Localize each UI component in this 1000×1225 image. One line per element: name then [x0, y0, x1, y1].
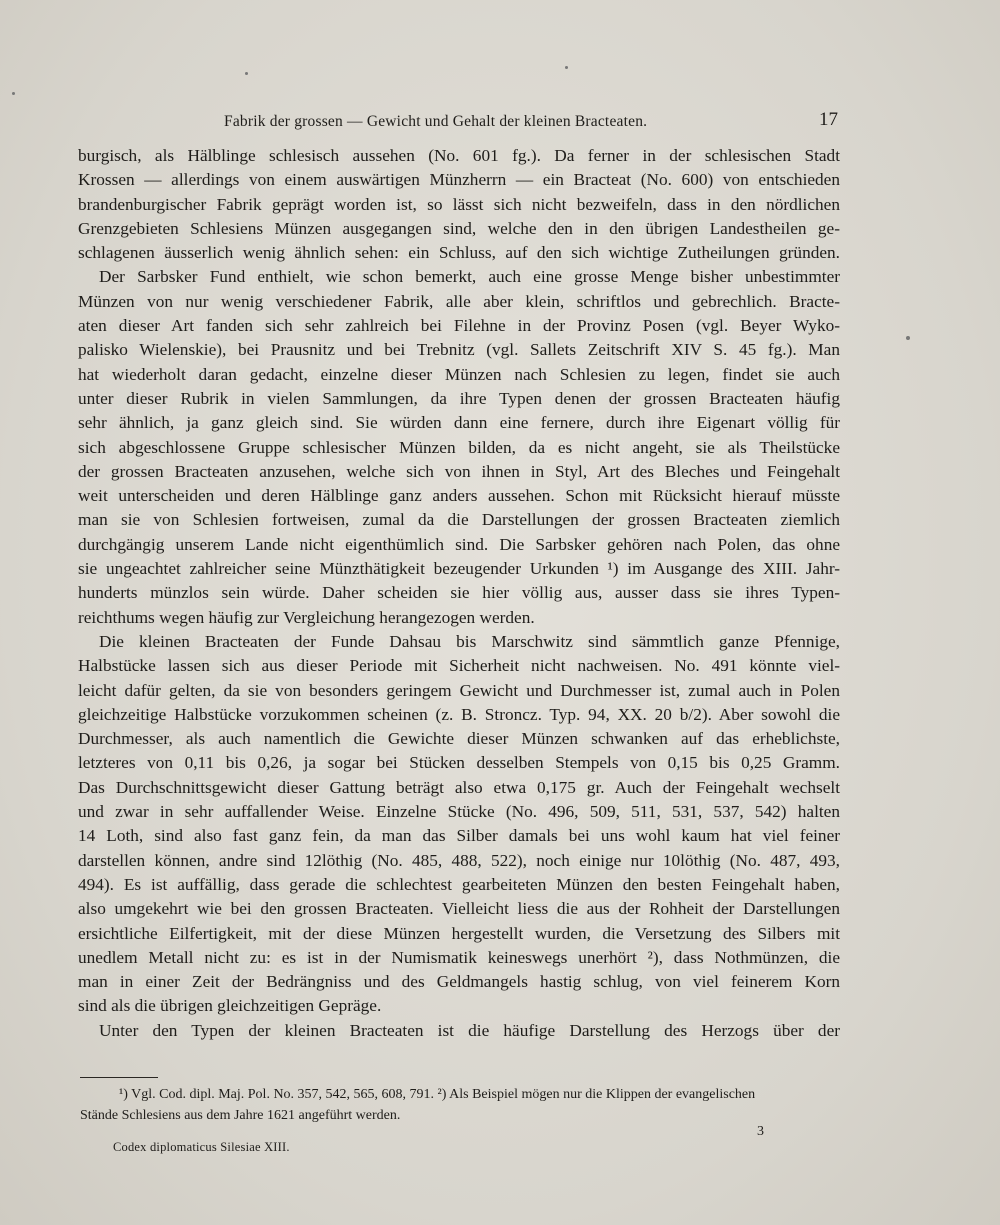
body-line: Unter den Typen der kleinen Bracteaten ist die häufige Darstellung des Herzogs über der — [99, 1020, 840, 1040]
running-head — [78, 109, 838, 135]
body-line: letzteres von 0,11 bis 0,26, ja sogar bei Stücken desselben Stempels von 0,15 bis 0,25 Gramm. — [78, 753, 840, 773]
body-line: ersichtliche Eilfertigkeit, mit der diese Münzen hergestellt wurden, die Versetzung des Silbers mit — [78, 923, 840, 943]
body-line: 494). Es ist auffällig, dass gerade die schlechtest gearbeiteten Münzen den besten Feingehalt haben, — [78, 874, 840, 894]
body-line: burgisch, als Hälblinge schlesisch aussehen (No. 601 fg.). Da ferner in der schlesischen Stadt — [78, 146, 840, 165]
body-line: sind als die übrigen gleichzeitigen Gepräge. — [78, 996, 382, 1016]
body-line: Münzen von nur wenig verschiedener Fabrik, alle aber klein, schriftlos und gebrechlich. Bracte- — [78, 291, 840, 311]
footnotes — [80, 1084, 848, 1126]
body-line: palisko Wielenskie), bei Prausnitz und bei Trebnitz (vgl. Sallets Zeitschrift XIV S. 45 fg.). Man — [78, 340, 840, 360]
body-line: 14 Loth, sind also fast ganz fein, da man das Silber damals bei uns wohl kaum hat viel feiner — [78, 826, 840, 846]
body-line: schlagenen äusserlich wenig ähnlich sehen: ein Schluss, auf den sich wichtige Zutheilungen gründen. — [78, 243, 840, 263]
body-line: brandenburgischer Fabrik geprägt worden ist, so lässt sich nicht bezweifeln, dass in den nördlichen — [78, 194, 840, 214]
paper-speck — [565, 66, 568, 69]
body-line: Die kleinen Bracteaten der Funde Dahsau bis Marschwitz sind sämmtlich ganze Pfennige, — [99, 631, 840, 651]
body-line: sie ungeachtet zahlreicher seine Münzthätigkeit bezeugender Urkunden ¹) im Ausgange des XIII. Jahr- — [78, 559, 840, 579]
body-line: darstellen können, andre sind 12löthig (No. 485, 488, 522), noch einige nur 10löthig (No. 487, 493, — [78, 850, 840, 870]
body-line: Grenzgebieten Schlesiens Münzen ausgegangen sind, welche den in den übrigen Landestheilen ge- — [78, 218, 840, 238]
paper-speck — [906, 336, 910, 340]
body-line: also umgekehrt wie bei den grossen Bracteaten. Vielleicht liess die aus der Rohheit der Darstellungen — [78, 899, 840, 919]
body-line: unedlem Metall nicht zu: es ist in der Numismatik keineswegs unerhört ²), dass Nothmünzen, die — [78, 947, 840, 967]
body-line: unter dieser Rubrik in vielen Sammlungen, da ihre Typen denen der grossen Bracteaten häufig — [78, 388, 840, 408]
body-line: man sie von Schlesien fortweisen, zumal da die Darstellungen der grossen Bracteaten ziemlich — [78, 510, 840, 530]
running-title: Fabrik der grossen — Gewicht und Gehalt der kleinen Bracteaten. — [224, 113, 648, 130]
paper-speck — [12, 92, 15, 95]
body-line: und zwar in sehr auffallender Weise. Einzelne Stücke (No. 496, 509, 511, 531, 537, 542) halten — [78, 802, 840, 822]
footnote-line: Stände Schlesiens aus dem Jahre 1621 angeführt werden. — [80, 1108, 401, 1123]
paper-speck — [245, 72, 248, 75]
body-line: man in einer Zeit der Bedrängniss und des Geldmangels hastig schlug, von viel feinerem Korn — [78, 972, 840, 992]
body-line: Das Durchschnittsgewicht dieser Gattung beträgt also etwa 0,175 gr. Auch der Feingehalt wechselt — [78, 777, 840, 797]
footnote-rule — [80, 1077, 158, 1078]
signature-mark: Codex diplomaticus Silesiae XIII. — [113, 1140, 290, 1154]
body-line: durchgängig unserem Lande nicht eigenthümlich sind. Die Sarbsker gehören nach Polen, das ohne — [78, 534, 840, 554]
body-line: aten dieser Art fanden sich sehr zahlreich bei Filehne in der Provinz Posen (vgl. Beyer Wyko- — [78, 316, 840, 336]
body-line: der grossen Bracteaten anzusehen, welche sich von ihnen in Styl, Art des Bleches und Feingehalt — [78, 461, 840, 481]
sheet-number: 3 — [757, 1124, 764, 1139]
body-text — [78, 144, 840, 1043]
body-line: sehr ähnlich, ja ganz gleich sind. Sie würden dann eine fernere, durch ihre Eigenart völlig für — [78, 413, 840, 433]
page-number: 17 — [819, 109, 838, 130]
body-line: Halbstücke lassen sich aus dieser Periode mit Sicherheit nicht nachweisen. No. 491 könnte viel- — [78, 656, 840, 676]
body-line: weit unterscheiden und deren Hälblinge ganz anders aussehen. Schon mit Rücksicht hierauf müsste — [78, 486, 840, 506]
body-line: gleichzeitige Halbstücke vorzukommen scheinen (z. B. Stroncz. Typ. 94, XX. 20 b/2). Aber sowohl die — [78, 704, 840, 724]
body-line: sich abgeschlossene Gruppe schlesischer Münzen bilden, da es nicht angeht, sie als Theilstücke — [78, 437, 840, 457]
body-line: Krossen — allerdings von einem auswärtigen Münzherrn — ein Bracteat (No. 600) von entschieden — [78, 170, 840, 190]
body-line: hunderts münzlos sein würde. Daher scheiden sie hier völlig aus, ausser dass sie ihres Typen- — [78, 583, 840, 603]
body-line: hat wiederholt daran gedacht, einzelne dieser Münzen nach Schlesien zu legen, findet sie auch — [78, 364, 840, 384]
body-line: Durchmesser, als auch namentlich die Gewichte dieser Münzen schwanken auf das erheblichste, — [78, 729, 840, 749]
body-line: reichthums wegen häufig zur Vergleichung herangezogen werden. — [78, 607, 535, 627]
body-line: leicht dafür gelten, da sie von besonders geringem Gewicht und Durchmesser ist, zumal auch in Polen — [78, 680, 840, 700]
body-line: Der Sarbsker Fund enthielt, wie schon bemerkt, auch eine grosse Menge bisher unbestimmter — [99, 267, 840, 287]
footnote-line: ¹) Vgl. Cod. dipl. Maj. Pol. No. 357, 542, 565, 608, 791. ²) Als Beispiel mögen nur die Klippen der evangelischen — [119, 1087, 756, 1102]
